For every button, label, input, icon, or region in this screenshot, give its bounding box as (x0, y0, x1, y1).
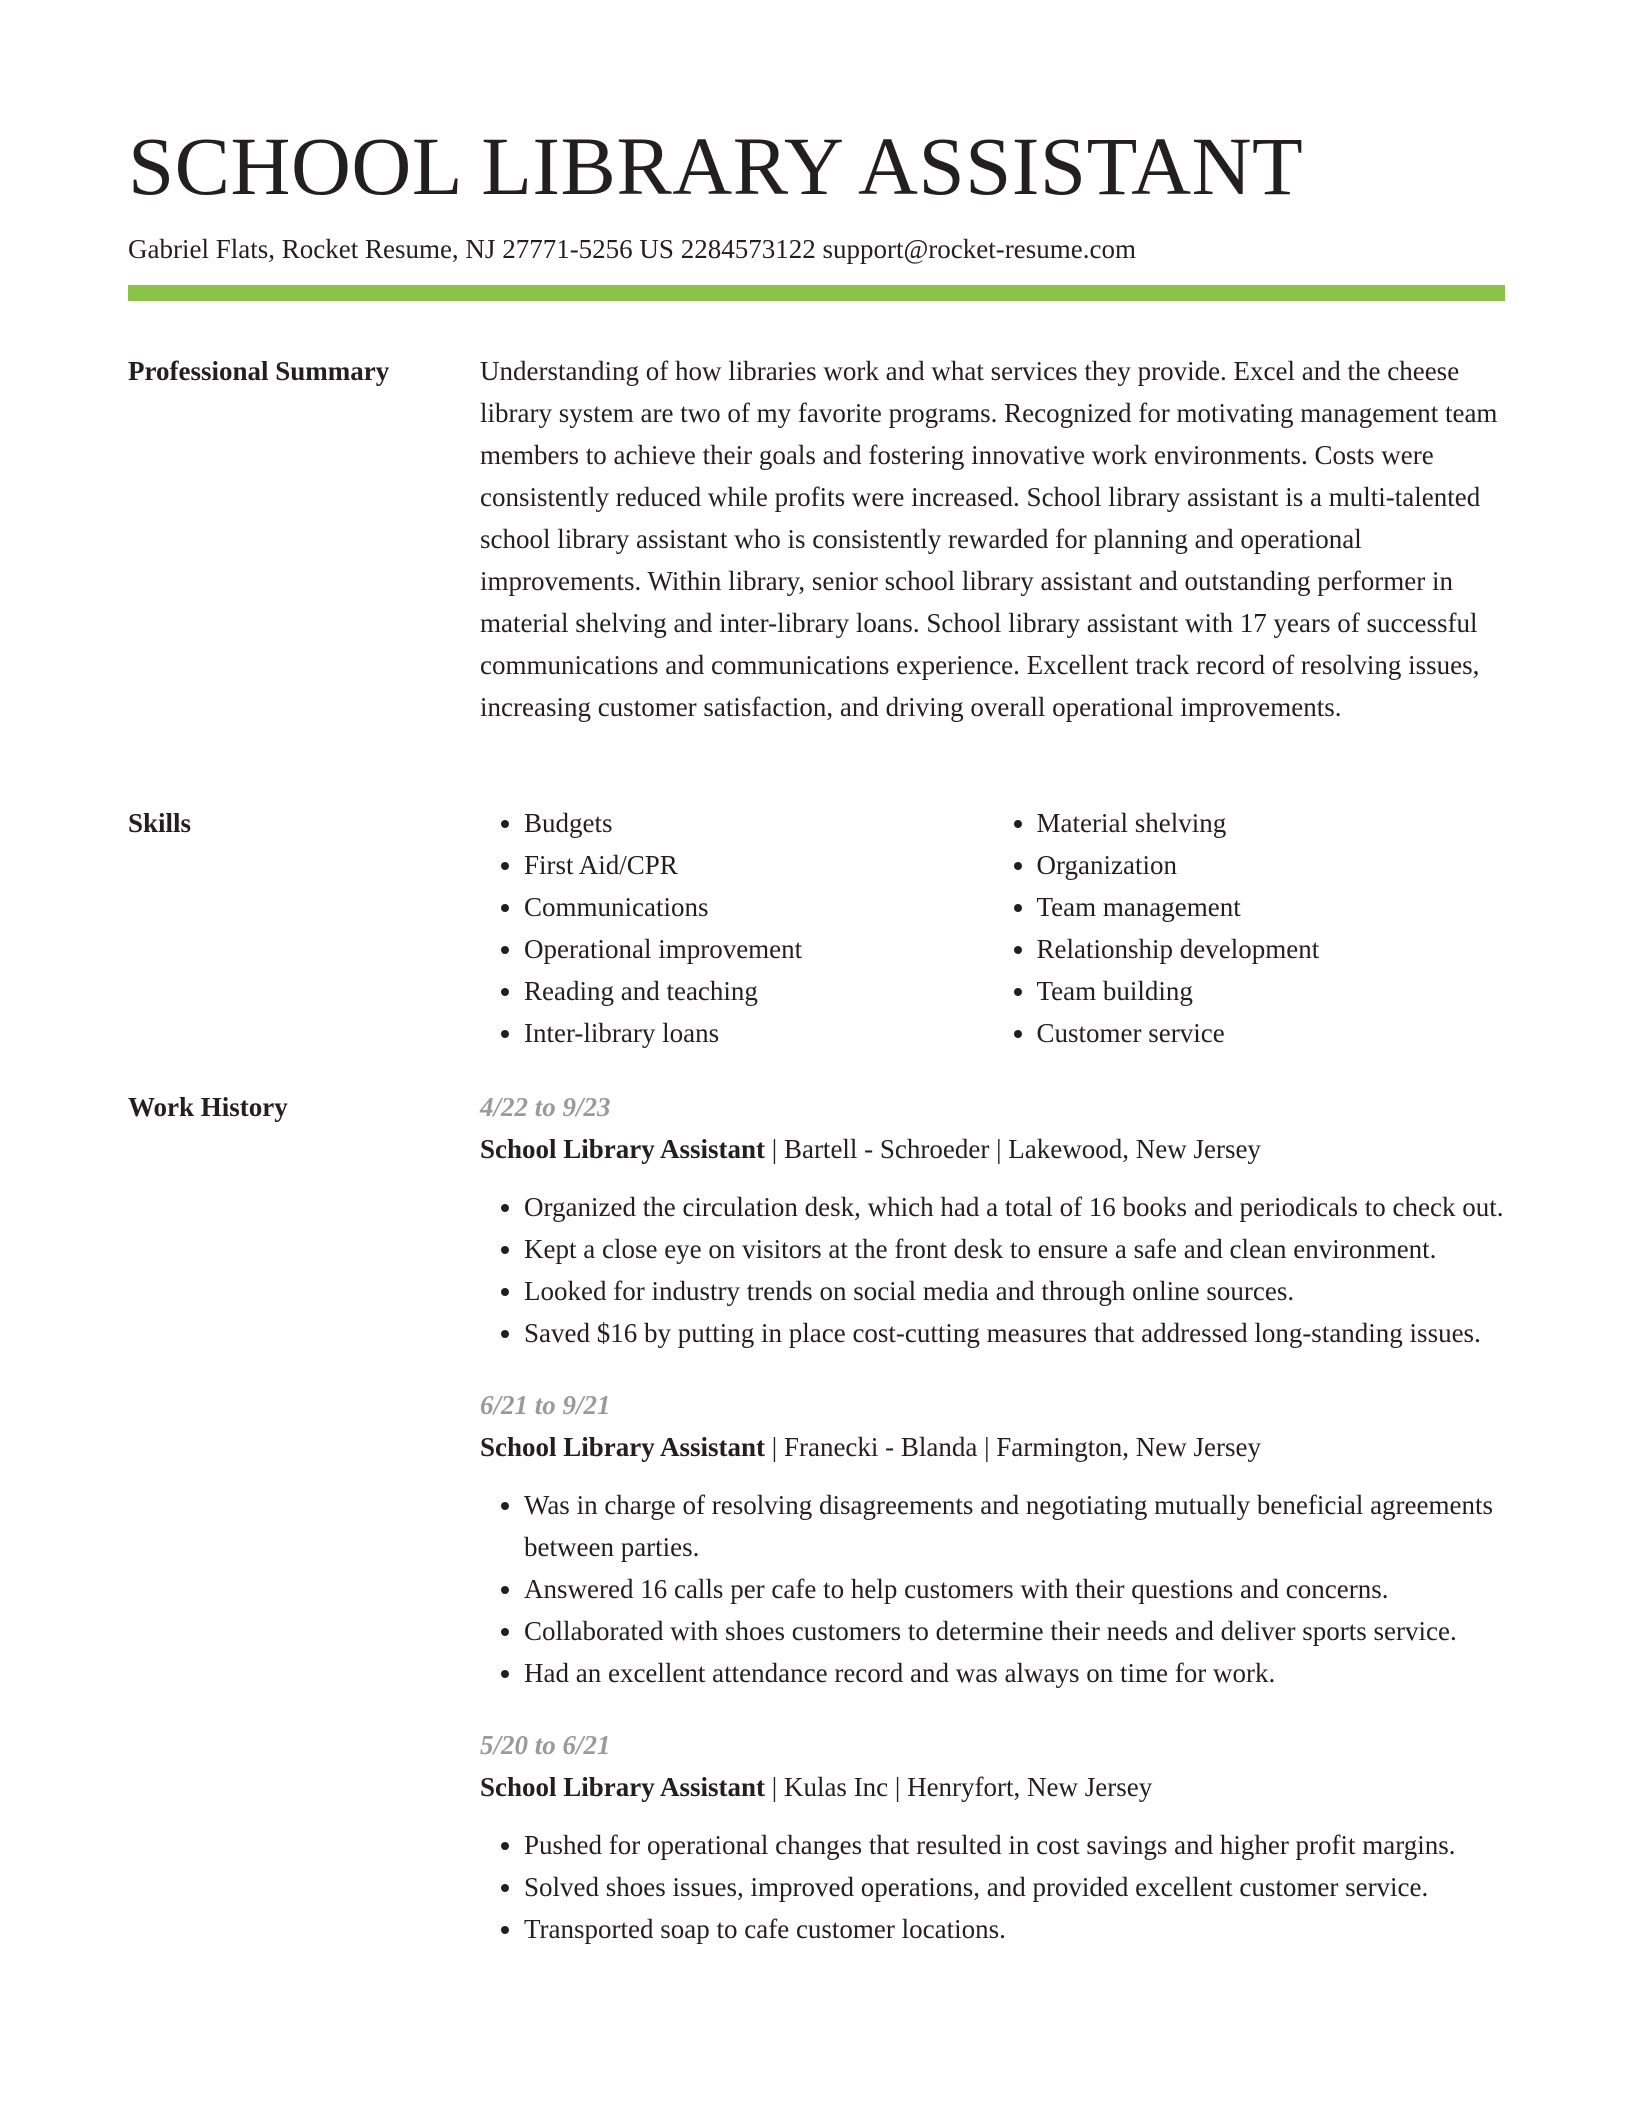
skill-item: • First Aid/CPR (524, 844, 993, 886)
job-title-line (480, 1426, 1505, 1468)
job-details: | Bartell - Schroeder | Lakewood, New Jersey (765, 1134, 1261, 1164)
job-title: School Library Assistant (480, 1134, 766, 1164)
job-bullet: • Kept a close eye on visitors at the front desk to ensure a safe and clean environment. (524, 1228, 1505, 1270)
job-entry (480, 1384, 1505, 1694)
job-bullet: • Saved $16 by putting in place cost-cutting measures that addressed long-standing issues. (524, 1312, 1505, 1354)
skill-item: • Material shelving (1037, 802, 1506, 844)
job-title: School Library Assistant (480, 1432, 766, 1462)
job-entry (480, 1724, 1505, 1950)
section-label-summary: Professional Summary (128, 356, 390, 386)
skill-item: • Budgets (524, 802, 993, 844)
job-title-line (480, 1766, 1505, 1808)
job-bullet: • Solved shoes issues, improved operations, and provided excellent customer service. (524, 1866, 1505, 1908)
job-bullet: • Was in charge of resolving disagreements and negotiating mutually beneficial agreements between parties. (524, 1484, 1505, 1568)
job-bullet: • Transported soap to cafe customer locations. (524, 1908, 1505, 1950)
job-bullets (480, 1824, 1505, 1950)
accent-divider (128, 285, 1505, 301)
skills-column-right (993, 802, 1506, 1054)
job-bullets (480, 1186, 1505, 1354)
job-title: School Library Assistant (480, 1772, 766, 1802)
skill-item: • Operational improvement (524, 928, 993, 970)
job-dates: 4/22 to 9/23 (480, 1092, 611, 1122)
job-bullet: • Answered 16 calls per cafe to help customers with their questions and concerns. (524, 1568, 1505, 1610)
skill-item: • Customer service (1037, 1012, 1506, 1054)
contact-line: Gabriel Flats, Rocket Resume, NJ 27771-5256 US 2284573122 support@rocket-resume.com (128, 234, 1136, 264)
job-details: | Kulas Inc | Henryfort, New Jersey (765, 1772, 1153, 1802)
job-dates: 6/21 to 9/21 (480, 1390, 611, 1420)
work-history-body (480, 1086, 1505, 1980)
skill-item: • Team building (1037, 970, 1506, 1012)
job-entry (480, 1086, 1505, 1354)
skills-grid (480, 802, 1505, 1054)
skill-item: • Organization (1037, 844, 1506, 886)
skill-item: • Team management (1037, 886, 1506, 928)
summary-body (480, 350, 1505, 728)
job-title-line (480, 1128, 1505, 1170)
job-bullet: • Had an excellent attendance record and was always on time for work. (524, 1652, 1505, 1694)
job-bullet: • Collaborated with shoes customers to determine their needs and deliver sports service. (524, 1610, 1505, 1652)
section-label-work-history: Work History (128, 1092, 288, 1122)
skill-item: • Communications (524, 886, 993, 928)
section-label-skills: Skills (128, 808, 192, 838)
job-details: | Franecki - Blanda | Farmington, New Jersey (765, 1432, 1261, 1462)
skill-item: • Relationship development (1037, 928, 1506, 970)
job-bullets (480, 1484, 1505, 1694)
job-bullet: • Pushed for operational changes that resulted in cost savings and higher profit margins. (524, 1824, 1505, 1866)
skills-column-left (480, 802, 993, 1054)
summary-text: Understanding of how libraries work and what services they provide. Excel and the cheese library system are two of my favorite programs. Recognized for motivating management team members to achieve their goals and fostering innovative work environments. Costs were consistently reduced while profits were increased. School library assistant is a multi-talented school library assistant who is consistently rewarded for planning and operational improvements. Within library, senior school library assistant and outstanding performer in material shelving and inter-library loans. School library assistant with 17 years of successful communications and communications experience. Excellent track record of resolving issues, increasing customer satisfaction, and driving overall operational improvements. (480, 356, 1498, 722)
resume-name-title: SCHOOL LIBRARY ASSISTANT (128, 120, 1304, 212)
skill-item: • Inter-library loans (524, 1012, 993, 1054)
job-dates: 5/20 to 6/21 (480, 1730, 611, 1760)
skill-item: • Reading and teaching (524, 970, 993, 1012)
job-bullet: • Looked for industry trends on social media and through online sources. (524, 1270, 1505, 1312)
job-bullet: • Organized the circulation desk, which had a total of 16 books and periodicals to check out. (524, 1186, 1505, 1228)
